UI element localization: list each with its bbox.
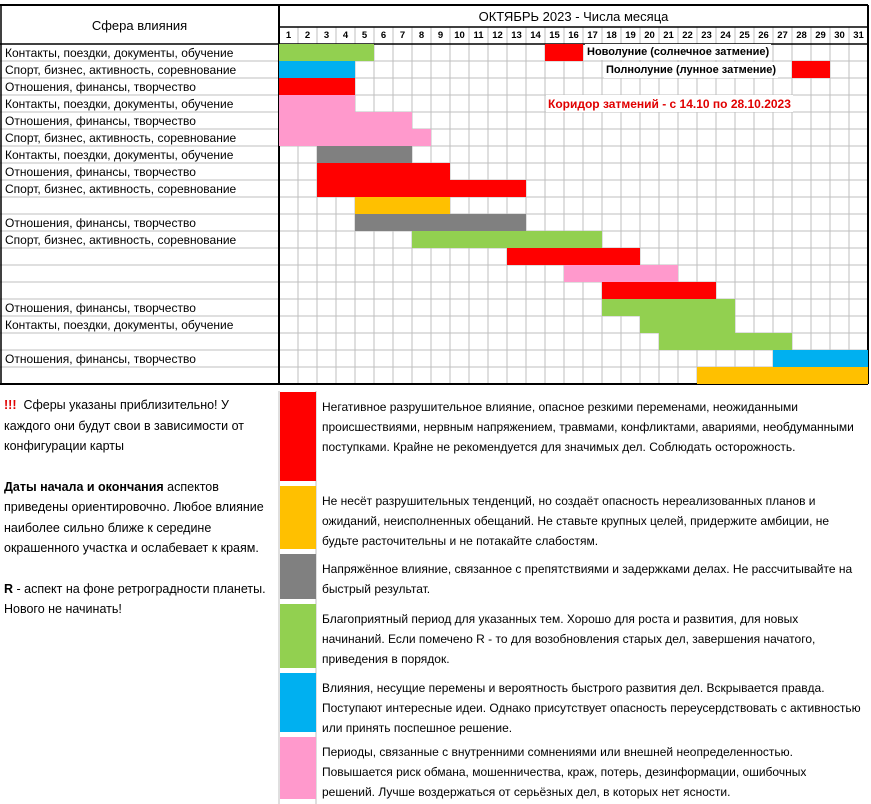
sphere-label: Отношения, финансы, творчество	[5, 215, 196, 230]
full-moon-note: Полнолуние (лунное затмение)	[606, 64, 777, 76]
sphere-label	[2, 248, 278, 265]
day-number: 12	[492, 30, 503, 41]
bar-green	[602, 299, 735, 316]
day-number: 31	[853, 30, 864, 41]
bar-yellow	[355, 197, 450, 214]
legend-text-green: Благоприятный период для указанных тем. Хорошо для роста и развития, для новых начинаний. Если помечено R - то для возобновления старых дел, завершения начатого, приведения в порядок.	[322, 612, 816, 666]
sphere-label: Отношения, финансы, творчество	[5, 300, 196, 315]
legend-swatch-red	[280, 392, 316, 481]
legend-swatch-blue	[280, 673, 316, 732]
bar-red	[317, 180, 526, 197]
day-number: 15	[549, 30, 560, 41]
day-number: 5	[361, 30, 368, 41]
day-number: 8	[418, 30, 425, 41]
bar-green	[659, 333, 792, 350]
bar-pink	[564, 265, 678, 282]
day-number: 9	[437, 30, 444, 41]
day-number: 19	[625, 30, 636, 41]
bar-blue	[773, 350, 868, 367]
day-number: 1	[285, 30, 292, 41]
legend-text-pink: Периоды, связанные с внутренними сомнениями или внешней неопределенностью. Повышается риск обмана, мошенничества, краж, потерь, дезинформации, ошибочных решений. Лучше воздержаться от серьёзных дел, в которых нет ясности.	[322, 745, 807, 799]
bar-green	[412, 231, 602, 248]
day-number: 18	[606, 30, 617, 41]
bar-pink	[279, 129, 431, 146]
day-number: 24	[720, 30, 731, 41]
bar-yellow	[697, 367, 868, 384]
dates-note-bold: Даты начала и окончания	[4, 479, 164, 494]
sphere-label: Отношения, финансы, творчество	[5, 164, 196, 179]
sphere-header: Сфера влияния	[91, 17, 188, 33]
left-notes	[4, 395, 272, 640]
sphere-label	[2, 282, 278, 299]
legend-swatch-pink	[280, 737, 316, 799]
day-number: 3	[323, 30, 330, 41]
sphere-label: Спорт, бизнес, активность, соревнование	[5, 130, 237, 145]
day-number: 30	[834, 30, 845, 41]
day-number: 6	[380, 30, 387, 41]
sphere-label: Контакты, поездки, документы, обучение	[5, 45, 234, 60]
legend-swatch-gray	[280, 554, 316, 599]
day-number: 23	[701, 30, 712, 41]
day-number: 16	[568, 30, 579, 41]
sphere-label: Контакты, поездки, документы, обучение	[5, 96, 234, 111]
bar-blue	[279, 61, 355, 78]
retro-note	[4, 579, 272, 620]
sphere-label: Спорт, бизнес, активность, соревнование	[5, 181, 237, 196]
legend-text-blue: Влияния, несущие перемены и вероятность быстрого развития дел. Вскрывается правда. Поступают интересные идеи. Однако присутствует опасность переусердствовать с активностью или принять поспешное решение.	[322, 681, 861, 735]
day-number: 22	[682, 30, 693, 41]
bar-red	[545, 44, 583, 61]
day-number: 20	[644, 30, 655, 41]
eclipse-corridor-note: Коридор затмений - с 14.10 по 28.10.2023	[548, 96, 791, 111]
day-number: 21	[663, 30, 674, 41]
day-number: 11	[473, 30, 484, 41]
day-number: 28	[796, 30, 807, 41]
sphere-label: Спорт, бизнес, активность, соревнование	[5, 62, 237, 77]
legend-text-gray: Напряжённое влияние, связанное с препятствиями и задержками делах. Не рассчитывайте на быстрый результат.	[322, 562, 853, 596]
sphere-label: Спорт, бизнес, активность, соревнование	[5, 232, 237, 247]
bar-red	[792, 61, 830, 78]
sphere-label: Контакты, поездки, документы, обучение	[5, 317, 234, 332]
bar-green	[640, 316, 735, 333]
bar-red	[602, 282, 716, 299]
sphere-label: Отношения, финансы, творчество	[5, 79, 196, 94]
legend-text-red: Негативное разрушительное влияние, опасное резкими переменами, неожиданными происшествиями, нервным напряжением, травмами, конфликтами, авариями, необдуманными поступками. Крайне не рекомендуется для значимых дел. Соблюдать осторожность.	[322, 400, 854, 454]
legend-text-yellow: Не несёт разрушительных тенденций, но создаёт опасность нереализованных планов и ожиданий, неисполненных обещаний. Не ставьте крупных целей, придержите амбиции, не будьте расточительны и не потакайте слабостям.	[322, 494, 830, 548]
bar-pink	[279, 95, 355, 112]
bar-red	[317, 163, 450, 180]
bar-green	[279, 44, 374, 61]
spheres-note-text: Сферы указаны приблизительно! У каждого они будут свои в зависимости от конфигурации карты	[4, 398, 244, 453]
sphere-label	[2, 197, 278, 214]
warning-mark: !!!	[4, 398, 17, 412]
day-number: 13	[511, 30, 522, 41]
retro-note-text: - аспект на фоне ретроградности планеты. Нового не начинать!	[4, 581, 266, 616]
spheres-note	[4, 395, 272, 457]
sphere-label: Отношения, финансы, творчество	[5, 351, 196, 366]
day-number: 4	[342, 30, 349, 41]
legend-swatch-yellow	[280, 486, 316, 549]
new-moon-note: Новолуние (солнечное затмение)	[587, 46, 770, 58]
day-number: 27	[777, 30, 788, 41]
sphere-label	[2, 333, 278, 350]
bar-pink	[279, 112, 412, 129]
day-number: 17	[587, 30, 598, 41]
day-number: 14	[530, 30, 541, 41]
day-number: 7	[399, 30, 406, 41]
bar-gray	[355, 214, 526, 231]
sphere-label: Отношения, финансы, творчество	[5, 113, 196, 128]
day-number: 29	[815, 30, 826, 41]
sphere-label	[2, 367, 278, 384]
dates-note-text: аспектов приведены ориентировочно. Любое влияние наиболее сильно ближе к середине окрашенного участка и ослабевает к краям.	[4, 479, 264, 555]
month-title: ОКТЯБРЬ 2023 - Числа месяца	[478, 8, 669, 24]
day-number: 10	[454, 30, 465, 41]
bar-gray	[317, 146, 412, 163]
bar-red	[507, 248, 640, 265]
bar-red	[279, 78, 355, 95]
sphere-label	[2, 265, 278, 282]
day-number: 26	[758, 30, 769, 41]
dates-note	[4, 477, 272, 559]
sphere-label: Контакты, поездки, документы, обучение	[5, 147, 234, 162]
retro-note-bold: R	[4, 581, 14, 596]
day-number: 2	[304, 30, 311, 41]
day-number: 25	[739, 30, 750, 41]
legend-swatch-green	[280, 604, 316, 668]
